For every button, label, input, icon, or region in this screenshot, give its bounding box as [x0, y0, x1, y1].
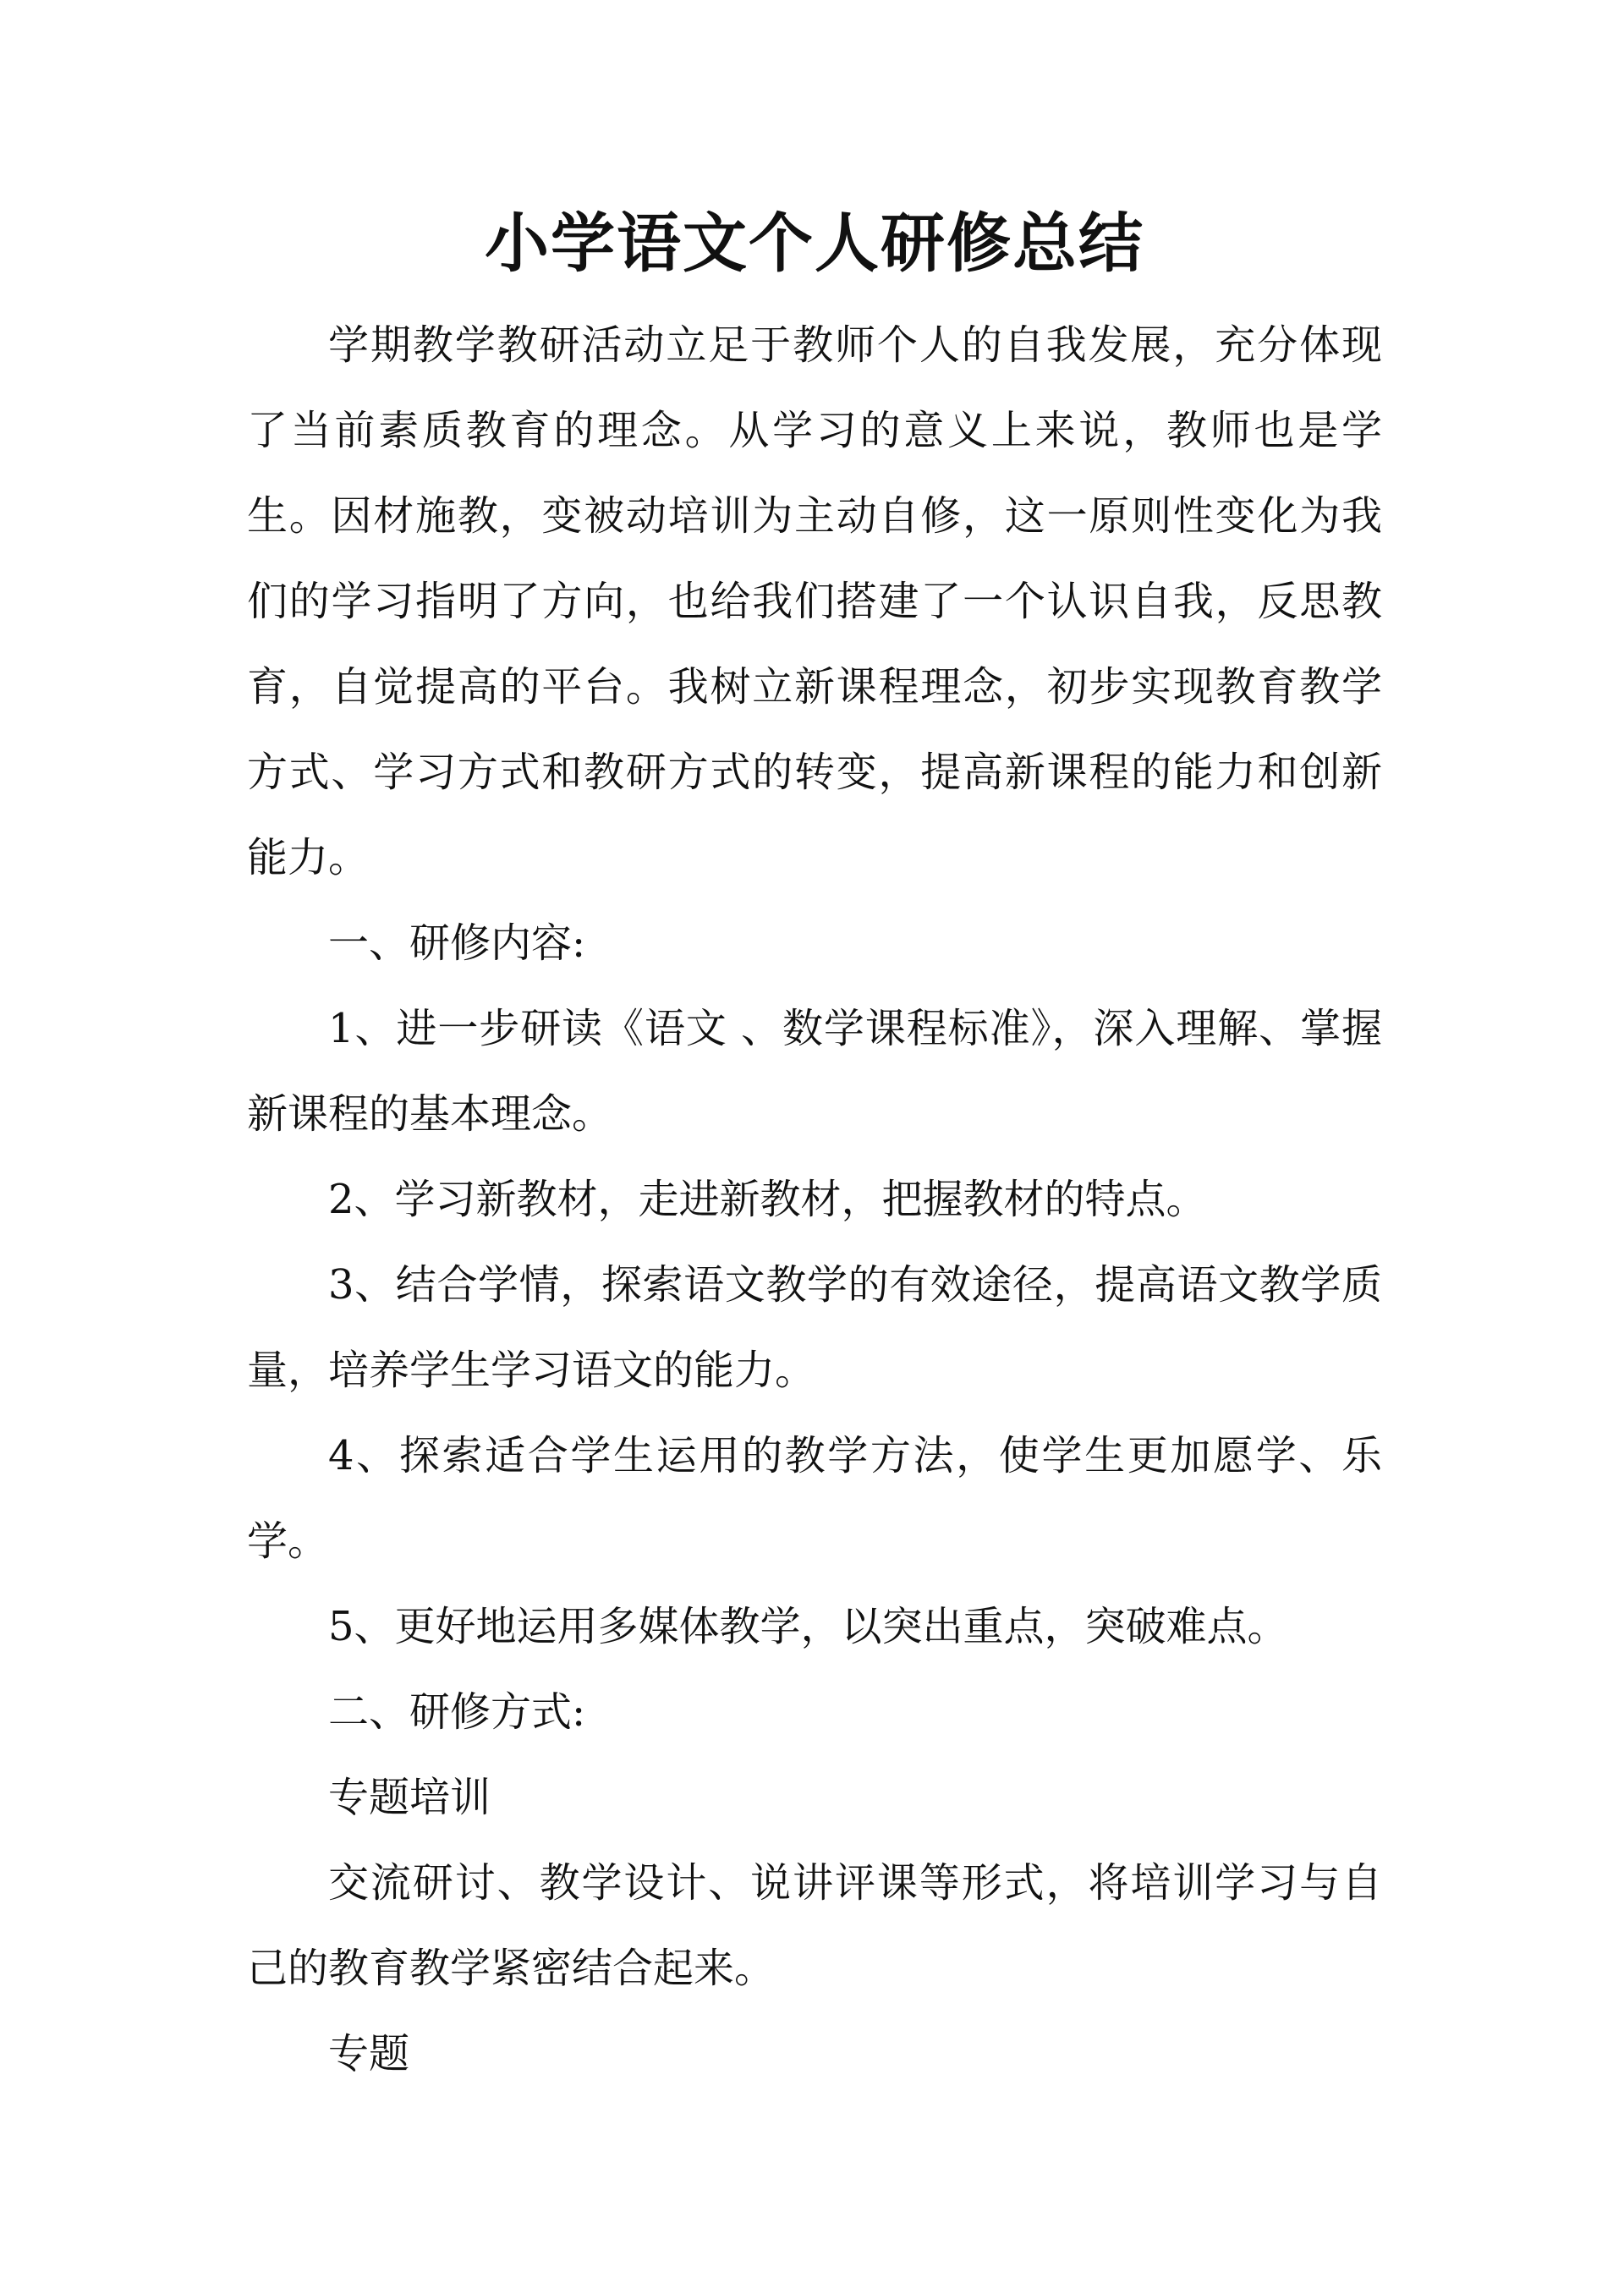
section-heading-method: 二、研修方式:	[328, 1688, 586, 1736]
list-item-5: 5、更好地运用多媒体教学，以突出重点，突破难点。	[328, 1603, 1288, 1650]
paragraph-intro: 学期教学教研活动立足于教师个人的自我发展，充分体现了当前素质教育的理念。从学习的意义上来说，教师也是学生。因材施教，变被动培训为主动自修，这一原则性变化为我们的学习指明了方向，也给我们搭建了一个认识自我，反思教育，自觉提高的平台。我树立新课程理念，初步实现教育教学方式、学习方式和教研方式的转变，提高新课程的能力和创新能力。	[247, 321, 1382, 881]
paragraph-topic: 专题	[328, 2030, 410, 2077]
document-title: 小学语文个人研修总结	[485, 206, 1144, 281]
document-body	[247, 186, 1382, 2097]
list-item-2: 2、学习新教材，走进新教材，把握教材的特点。	[328, 1176, 1207, 1223]
paragraph-special-training: 专题培训	[328, 1774, 491, 1821]
paragraph-exchange-research: 交流研讨、教学设计、说讲评课等形式，将培训学习与自己的教育教学紧密结合起来。	[247, 1859, 1382, 1992]
list-item-3: 3、结合学情，探索语文教学的有效途径，提高语文教学质量，培养学生学习语文的能力。	[247, 1261, 1382, 1394]
section-heading-content: 一、研修内容:	[328, 919, 586, 967]
list-item-4: 4、探索适合学生运用的教学方法，使学生更加愿学、乐学。	[247, 1432, 1382, 1565]
list-item-1: 1、进一步研读《语文 、数学课程标准》，深入理解、掌握新课程的基本理念。	[247, 1005, 1382, 1138]
